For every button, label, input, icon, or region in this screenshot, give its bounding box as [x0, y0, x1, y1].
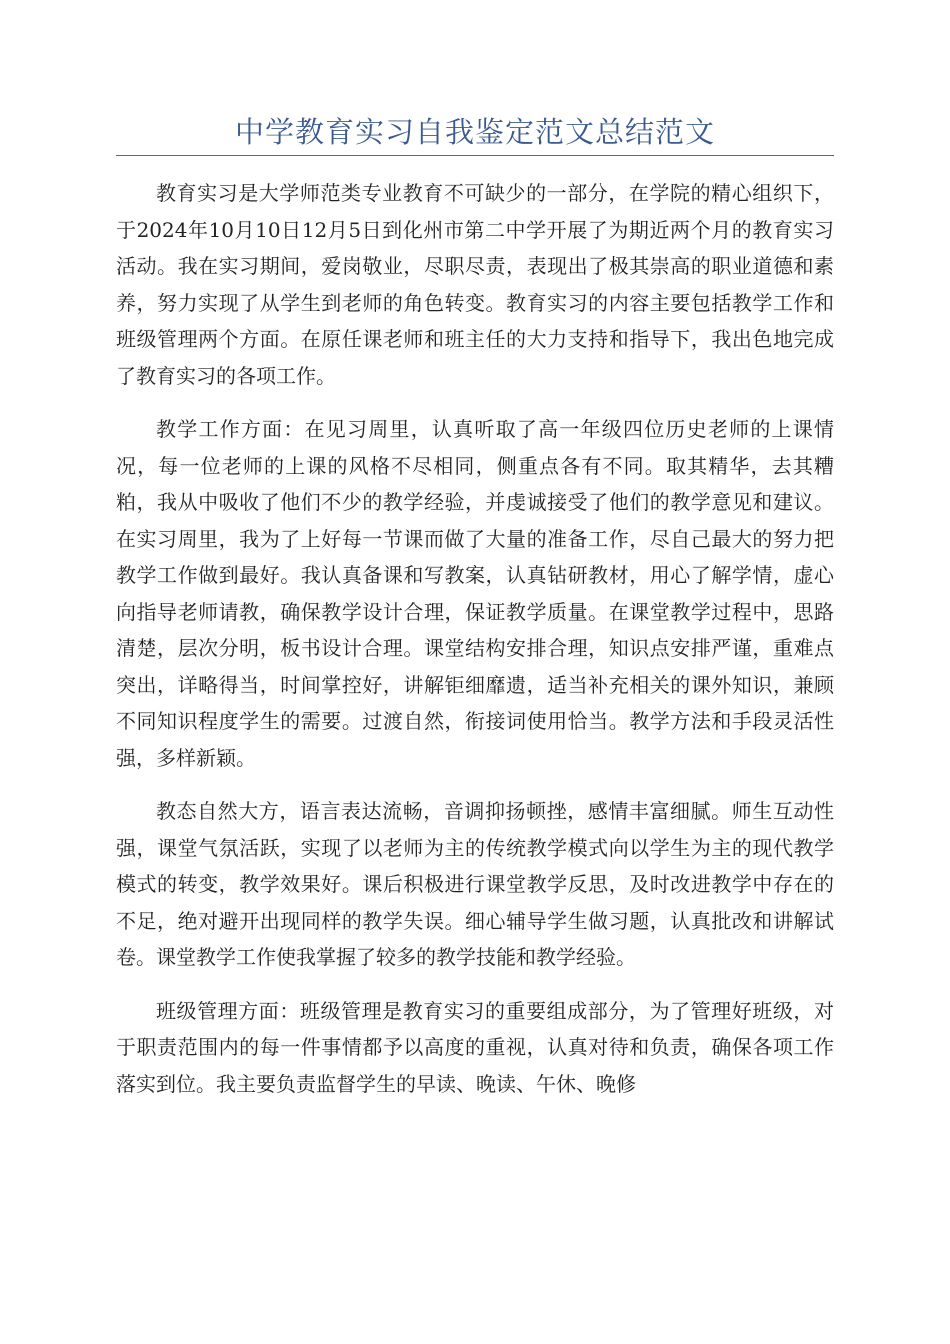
paragraph-class-management: 班级管理方面：班级管理是教育实习的重要组成部分，为了管理好班级，对于职责范围内的每一件事情都予以高度的重视，认真对待和负责，确保各项工作落实到位。我主要负责监督学生的早读、晚读、午休、晚修: [116, 998, 834, 1096]
title-underline: [116, 155, 834, 156]
document-body: [116, 175, 834, 1119]
document-title: 中学教育实习自我鉴定范文总结范文: [234, 115, 715, 149]
paragraph-teaching-manner: 教态自然大方，语言表达流畅，音调抑扬顿挫，感情丰富细腻。师生互动性强，课堂气氛活跃，实现了以老师为主的传统教学模式向以学生为主的现代教学模式的转变，教学效果好。课后积极进行课堂教学反思，及时改进教学中存在的不足，绝对避开出现同样的教学失误。细心辅导学生做习题，认真批改和讲解试卷。课堂教学工作使我掌握了较多的教学技能和教学经验。: [116, 799, 834, 969]
paragraph-teaching-work: 教学工作方面：在见习周里，认真听取了高一年级四位历史老师的上课情况，每一位老师的上课的风格不尽相同，侧重点各有不同。取其精华，去其糟粕，我从中吸收了他们不少的教学经验，并虔诚接受了他们的教学意见和建议。在实习周里，我为了上好每一节课而做了大量的准备工作，尽自己最大的努力把教学工作做到最好。我认真备课和写教案，认真钻研教材，用心了解学情，虚心向指导老师请教，确保教学设计合理，保证教学质量。在课堂教学过程中，思路清楚，层次分明，板书设计合理。课堂结构安排合理，知识点安排严谨，重难点突出，详略得当，时间掌控好，讲解钜细靡遗，适当补充相关的课外知识，兼顾不同知识程度学生的需要。过渡自然，衔接词使用恰当。教学方法和手段灵活性强，多样新颖。: [116, 417, 834, 770]
paragraph-intro: 教育实习是大学师范类专业教育不可缺少的一部分，在学院的精心组织下，于2024年10月10日12月5日到化州市第二中学开展了为期近两个月的教育实习活动。我在实习期间，爱岗敬业，尽职尽责，表现出了极其崇高的职业道德和素养，努力实现了从学生到老师的角色转变。教育实习的内容主要包括教学工作和班级管理两个方面。在原任课老师和班主任的大力支持和指导下，我出色地完成了教育实习的各项工作。: [116, 181, 834, 388]
